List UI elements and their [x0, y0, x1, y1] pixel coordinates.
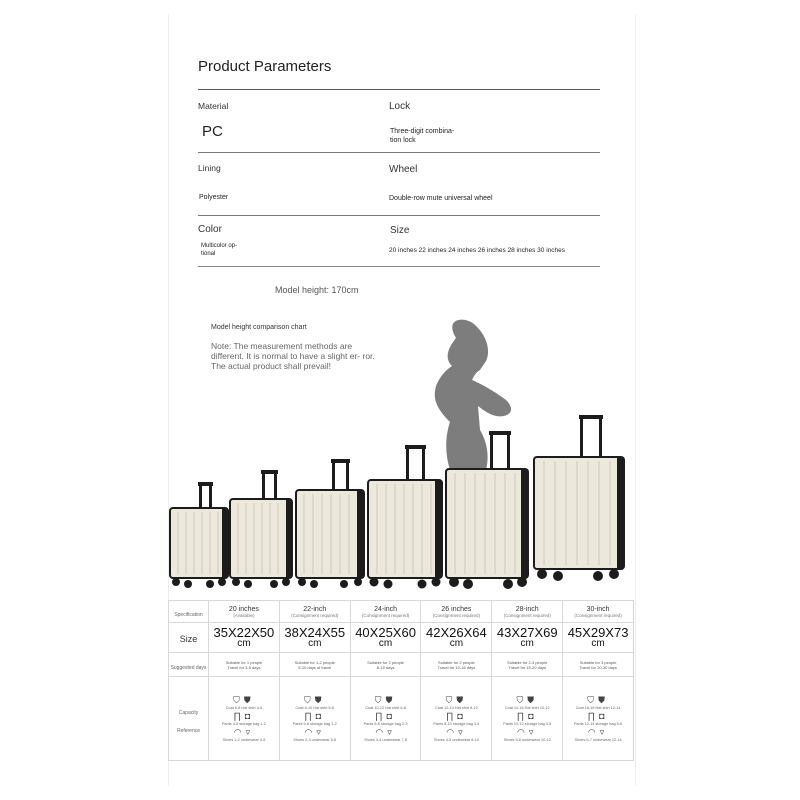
- underwear-icon: ▿: [528, 726, 538, 737]
- jacket-icon: ⛉: [587, 694, 599, 705]
- color-value-2: tional: [201, 251, 216, 257]
- header-cell: 20 inches (Available): [209, 601, 280, 623]
- dimension-cell: 35X22X50 cm: [209, 623, 280, 653]
- wheel-value: Double-row mute universal wheel: [389, 195, 493, 202]
- color-label: Color: [198, 224, 222, 235]
- title-divider: [198, 89, 600, 90]
- row-label-suggest: Suggested days: [169, 653, 209, 677]
- color-value-1: Multicolor op-: [201, 243, 238, 249]
- table-row: [169, 623, 634, 653]
- suggest-cell: Suitable for 2 people 8-15 days: [350, 653, 421, 677]
- jacket-icon: ⛉: [303, 694, 315, 705]
- table-row: [169, 601, 634, 623]
- dimension-cell: 45X29X73 cm: [563, 623, 634, 653]
- suggest-cell: Suitable for 2-3 people Travel for 15-20 days: [492, 653, 563, 677]
- param-divider: [198, 152, 600, 153]
- capacity-cell: ⛉⛊ Coat 12-14 Hat shirt 8-10 ∏◘ Pants 8-10 storage bag 3-4 ◠▿ Shoes 4-5 underwear 8-10: [421, 677, 492, 761]
- header-cell: 28-inch (Consignment required): [492, 601, 563, 623]
- lock-value-2: tion lock: [390, 137, 416, 144]
- suitcase-30: [534, 415, 624, 581]
- shoe-icon: ◠: [375, 726, 388, 737]
- suggest-cell: Suitable for 2 people Travel for 10-15 days: [421, 653, 492, 677]
- row-label-size: Size: [169, 623, 209, 653]
- suitcase-22: [230, 470, 292, 588]
- underwear-icon: ▿: [316, 726, 325, 737]
- material-value: PC: [202, 123, 223, 140]
- pants-icon: ∏: [233, 710, 245, 721]
- tshirt-icon: ⛊: [385, 694, 397, 705]
- param-divider: [198, 215, 600, 216]
- underwear-icon: ▿: [387, 726, 396, 737]
- jacket-icon: ⛉: [445, 694, 457, 705]
- bag-icon: ◘: [315, 710, 326, 721]
- page-title: Product Parameters: [198, 58, 332, 75]
- pants-icon: ∏: [304, 710, 316, 721]
- bag-icon: ◘: [457, 710, 467, 721]
- header-cell: 30-inch (Consignment required): [563, 601, 634, 623]
- capacity-cell: ⛉⛊ Coat 8-10 Hat shirt 5-6 ∏◘ Pants 5-6 storage bag 1-2 ◠▿ Shoes 2-3 underwear 5-6: [279, 677, 350, 761]
- capacity-cell: ⛉⛊ Coat 14-16 Hat shirt 10-12 ∏◘ Pants 10-12 storage bag 4-5 ◠▿ Shoes 5-6 underwear 10-12: [492, 677, 563, 761]
- header-cell: 22-inch (Consignment required): [279, 601, 350, 623]
- lining-label: Lining: [198, 163, 221, 173]
- bag-icon: ◘: [528, 710, 538, 721]
- model-height: Model height: 170cm: [275, 285, 359, 295]
- dimension-cell: 38X24X55 cm: [279, 623, 350, 653]
- pants-icon: ∏: [375, 710, 387, 721]
- tshirt-icon: ⛊: [314, 694, 326, 705]
- capacity-cell: ⛉⛊ Coat 16-18 Hat shirt 12-14 ∏◘ Pants 12-14 storage bag 5-6 ◠▿ Shoes 6-7 underwear 12-14: [563, 677, 634, 761]
- lock-label: Lock: [389, 101, 411, 112]
- shoe-icon: ◠: [304, 726, 317, 737]
- suitcase-20: [170, 482, 228, 588]
- bag-icon: ◘: [599, 710, 609, 721]
- size-label: Size: [390, 225, 410, 236]
- size-value: 20 inches 22 inches 24 inches 26 inches 28 inches 30 inches: [389, 247, 565, 254]
- capacity-cell: ⛉⛊ Coat 10-12 Hat shirt 6-8 ∏◘ Pants 6-8 storage bag 2-3 ◠▿ Shoes 3-4 underwear 7-8: [350, 677, 421, 761]
- size-spec-table: [168, 600, 634, 761]
- dimension-cell: 42X26X64 cm: [421, 623, 492, 653]
- suggest-cell: Suitable for 3 people Travel for 20-30 days: [563, 653, 634, 677]
- header-cell: 26 inches (Consignment required): [421, 601, 492, 623]
- header-cell: 24-inch (Consignment required): [350, 601, 421, 623]
- jacket-icon: ⛉: [233, 694, 244, 705]
- lining-value: Polyester: [199, 194, 229, 201]
- capacity-cell: ⛉⛊ Coat 6-8 Hat shirt 4-5 ∏◘ Pants 4-5 storage bag 1-2 ◠▿ Shoes 1-2 underwear 4-5: [209, 677, 280, 761]
- material-label: Material: [198, 101, 229, 111]
- tshirt-icon: ⛊: [456, 694, 468, 705]
- underwear-icon: ▿: [245, 726, 255, 737]
- suitcase-26: [368, 445, 442, 589]
- tshirt-icon: ⛊: [243, 694, 255, 705]
- pants-icon: ∏: [516, 710, 529, 721]
- row-label-spec: Specification: [169, 601, 209, 623]
- jacket-icon: ⛉: [374, 694, 386, 705]
- underwear-icon: ▿: [599, 726, 609, 737]
- pants-icon: ∏: [587, 710, 600, 721]
- jacket-icon: ⛉: [516, 694, 528, 705]
- row-label-capacity: Capacity Reference: [169, 677, 209, 761]
- shoe-icon: ◠: [517, 726, 529, 737]
- tshirt-icon: ⛊: [598, 694, 609, 705]
- suitcase-lineup-illustration: [168, 310, 634, 595]
- pants-icon: ∏: [445, 710, 458, 721]
- shoe-icon: ◠: [446, 726, 459, 737]
- comparison-chart-title: Model height comparison chart: [211, 324, 307, 331]
- dimension-cell: 40X25X60 cm: [350, 623, 421, 653]
- bag-icon: ◘: [244, 710, 255, 721]
- measurement-note: Note: The measurement methods are different. It is normal to have a slight er- ror. The actual product shall prevail!: [211, 341, 375, 371]
- suggest-cell: Suitable for 1 people Travel for 3-5 days: [209, 653, 280, 677]
- table-row: [169, 653, 634, 677]
- suggest-cell: Suitable for 1-2 people 5-10 days of travel: [279, 653, 350, 677]
- wheel-label: Wheel: [389, 164, 418, 175]
- suitcase-24: [296, 459, 364, 588]
- dimension-cell: 43X27X69 cm: [492, 623, 563, 653]
- underwear-icon: ▿: [458, 726, 467, 737]
- bag-icon: ◘: [386, 710, 396, 721]
- model-silhouette: [435, 320, 511, 470]
- shoe-icon: ◠: [233, 726, 246, 737]
- tshirt-icon: ⛊: [527, 694, 538, 705]
- table-row: [169, 677, 634, 761]
- shoe-icon: ◠: [587, 726, 600, 737]
- param-divider: [198, 266, 600, 267]
- lock-value-1: Three-digit combina-: [390, 128, 455, 135]
